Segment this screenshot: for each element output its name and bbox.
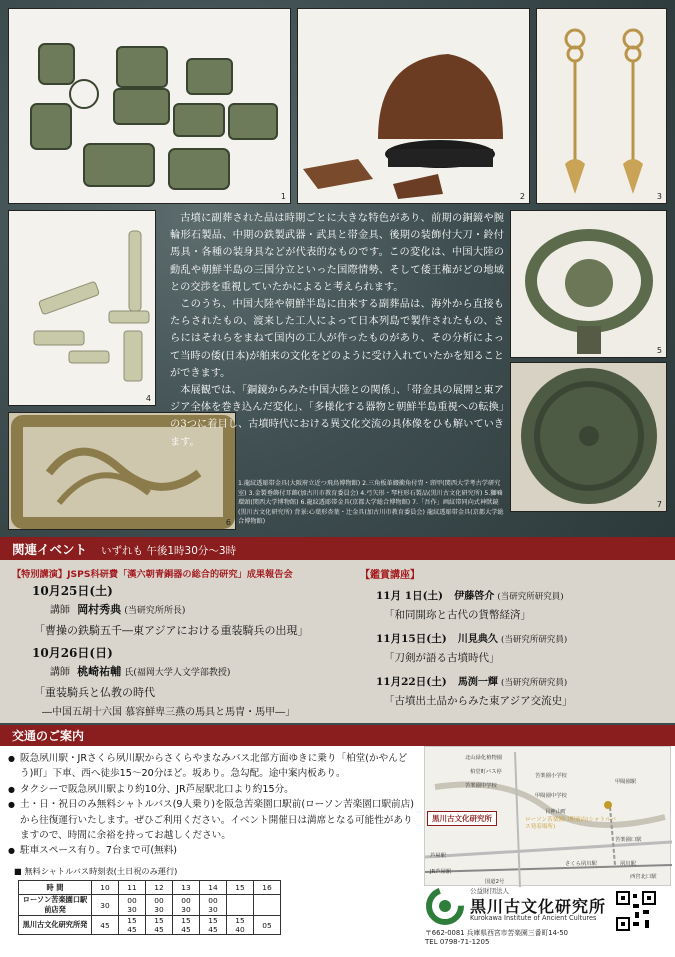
lecture-title: 「刀剣が語る古墳時代」 [384,652,500,664]
photo-5-ring-pommel [510,210,667,358]
special-heading [12,566,357,580]
event-subtitle: ―中国五胡十六国 慕容鮮卑三燕の馬具と馬冑・馬甲―」 [42,707,296,718]
timetable-row [19,895,281,916]
row-label: 黒川古文化研究所発 [19,916,92,935]
hour-cell: 15 [227,881,254,895]
photo-number: 4 [145,394,151,403]
institute-logo-icon [425,886,465,926]
map-institute-marker: 黒川古文化研究所 [427,811,497,826]
time-cell: 00 30 [200,895,227,916]
qr-code-icon [615,890,657,932]
map-label: 北山緑化植物園 [465,755,503,761]
map-label: JR芦屋駅 [430,869,452,875]
map-label: さくら夙川駅 [565,861,597,867]
events-title: 関連イベント [12,542,88,557]
photo-number: 3 [656,192,662,201]
speaker-name: 桃崎祐輔 [77,665,122,678]
photo-captions: 1.龍紋透彫帯金具(大阪府立近つ飛鳥博物館) 2.三角板革綴衝角付冑・頸甲(関西大学考古学研究室) 3.金製垂飾付耳飾(加古川市教育委員会) 4.弓矢形・琴柱形石製品(黒川古文化研究所) 5.獅噛環頭(関西大学博物館) 6.龍紋透彫帯金具(京都大学総合博物館) 7.「吾作」画紋帯同向式神獣鏡(黒川古文化研究所) 背景:心葉形杏葉・辻金具(加古川市教育委員会) 龍紋透彫帯金具(京都大学総合博物館) [238,480,504,525]
map-label: 苦楽園小学校 [535,773,567,779]
institute-logo [425,886,465,926]
timetable-title: ■ 無料シャトルバス時刻表(土日祝のみ運行) [14,866,178,876]
special-lectures [12,566,357,718]
event-title: 「曹操の鉄騎五千―東アジアにおける重装騎兵の出現」 [34,624,309,637]
appreciation-lectures [360,566,670,708]
time-cell: 45 [92,916,119,935]
lecture-date: 11月 1日(土) [376,590,444,602]
map-label: 苦楽園中学校 [465,783,497,789]
hour-cell: 13 [173,881,200,895]
stone-object-icon [9,211,156,406]
events-time: いずれも 午後1時30分～3時 [101,545,237,557]
lecture-row [360,630,670,646]
transport-header: 交通のご案内 [0,725,675,746]
event-date: 10月26日(日) [32,646,113,660]
events-header [0,537,675,560]
time-cell: 15 45 [146,916,173,935]
map-label: 芦屋駅 [430,853,446,859]
lecture-affiliation: (当研究所研究員) [501,678,568,688]
event-title: 「重装騎兵と仏教の時代 [34,686,155,699]
intro-text [170,210,504,475]
map-label: 甲陽園駅 [615,779,637,785]
photo-1-belt-fittings [8,8,291,204]
lecture-speaker: 馬渕一輝 [457,677,498,688]
speaker-label: 講師 [50,667,70,678]
transport-item: ● 阪急夙川駅・JRさくら夙川駅からさくらやまなみバス北部方面ゆきに乗り「柏堂(かやんどう)町」下車、西へ徒歩15～20分ほど。坂あり。急勾配。途中案内板あり。 [8,751,416,782]
time-cell: 00 30 [146,895,173,916]
gold-earring-icon [537,9,667,204]
intro-paragraph-2: このうち、中国大陸や朝鮮半島に由来する副葬品は、海外から直接もたらされたもの、渡来した工人によって日本列島で製作されたもの、さらにはそれらをまねて国内の工人が作ったものがあり、その分析によって当時の倭(日本)が舶来の文化をどのように受け入れていたかを知ることができます。 [170,299,504,379]
event-speaker [12,601,357,617]
transport-item: ● 駐車スペース有り。7台まで可(無料) [8,843,416,858]
lecture-title: 「古墳出土品からみた東アジア交流史」 [384,695,573,707]
transport-item: ● タクシーで阪急夙川駅より約10分、JR芦屋駅北口より約15分。 [8,782,416,797]
timetable-row [19,916,281,935]
photo-number: 7 [656,500,662,509]
map-label: 国道2号 [485,879,505,885]
bronze-mirror-icon [511,363,667,512]
speaker-affiliation: (当研究所所長) [124,606,186,616]
lecture-date: 11月22日(土) [376,676,447,688]
lecture-row [360,673,670,689]
speaker-name: 岡村秀典 [77,603,122,616]
time-cell: 30 [92,895,119,916]
event-date: 10月25日(土) [32,584,113,598]
access-map [424,746,671,886]
hour-cell: 10 [92,881,119,895]
time-cell: 15 40 [227,916,254,935]
hour-cell: 14 [200,881,227,895]
time-cell: 15 45 [173,916,200,935]
lecture-affiliation: (当研究所研究員) [501,635,568,645]
qr-code[interactable] [615,890,657,932]
speaker-affiliation: 氏(福岡大学人文学部教授) [124,668,231,678]
photo-number: 5 [656,346,662,355]
photo-7-bronze-mirror [510,362,667,512]
timetable-header-label: 時 間 [19,881,92,895]
photo-number: 6 [225,518,231,527]
time-cell [254,895,281,916]
photo-number: 1 [280,192,286,201]
map-label: 苦楽園口駅 [615,837,642,843]
hour-cell: 12 [146,881,173,895]
lecture-date: 11月15日(土) [376,633,447,645]
institute-name-en: Kurokawa Institute of Ancient Cultures [470,914,597,922]
map-label: 柏堂町バス停 [470,769,502,775]
hour-cell: 11 [119,881,146,895]
time-cell: 15 45 [200,916,227,935]
map-label: 甲陽園中学校 [535,793,567,799]
helmet-icon [298,9,530,204]
photo-4-stone-objects [8,210,156,406]
transport-item: ● 土・日・祝日のみ無料シャトルバス(9人乗り)を阪急苦楽園口駅前(ローソン苦楽園口駅前店)から往復運行いたします。ぜひご利用ください。イベント開催日は満席となる可能性がありますので、時間に余裕を持ってお越しください。 [8,797,416,843]
belt-fittings-icon [9,9,291,204]
map-label: 西宮北口駅 [630,874,657,880]
special-heading-rest: JSPS科研費「漢六朝青銅器の総合的研究」成果報告会 [67,569,293,580]
time-cell: 00 30 [173,895,200,916]
event-speaker [12,663,357,679]
map-label: 夙川駅 [620,861,636,867]
time-cell: 00 30 [119,895,146,916]
lecture-row [360,587,670,603]
institute-name: 黒川古文化研究所 [470,897,607,916]
lecture-affiliation: (当研究所研究員) [497,592,564,602]
timetable-header-row [19,881,281,895]
speaker-label: 講師 [50,605,70,616]
special-heading-bracket: 【特別講演】 [12,569,68,580]
ring-pommel-icon [511,211,667,358]
institute-address: 〒662-0081 兵庫県西宮市苦楽園三番町14-50 [425,929,568,937]
time-cell [227,895,254,916]
institute-tel: TEL 0798-71-1205 [425,938,490,946]
intro-paragraph-3: 本展観では、「銅鏡からみた中国大陸との関係」、「帯金具の展開と東アジア全体を巻き込んだ変化」、「多様化する器物と朝鮮半島重視への転換」の3つに着目し、古墳時代における異文化交流の具体像をひも解いていきます。 [170,385,504,448]
lecture-speaker: 伊藤啓介 [454,591,495,602]
photo-number: 2 [519,192,525,201]
hour-cell: 16 [254,881,281,895]
appreciation-heading: 【鑑賞講座】 [360,570,420,581]
map-shuttle-label: ローソン苦楽園口駅前店(シャトルバス発着場所) [525,817,616,830]
time-cell: 15 45 [119,916,146,935]
transport-list [8,751,416,859]
institute-foundation: 公益財団法人 [470,887,509,895]
shuttle-timetable [18,880,281,935]
map-label: 目神山町 [545,809,567,815]
time-cell: 05 [254,916,281,935]
lecture-title: 「和同開珎と古代の貨幣経済」 [384,609,531,621]
photo-3-gold-earrings [536,8,667,204]
lecture-speaker: 川見典久 [457,634,498,645]
row-label: ローソン苦楽園口駅前店発 [19,895,92,916]
photo-2-helmet-armor [297,8,530,204]
intro-paragraph-1: 古墳に副葬された品は時期ごとに大きな特色があり、前期の銅鏡や腕輪形石製品、中期の鉄製武器・武具と帯金具、後期の装飾付大刀・鈴付馬具・各種の装身具などが代表的なものです。この変化は、中国大陸の動乱や朝鮮半島の三国分立といった国際情勢、そして倭王権がどの地域との交渉を重視していたかによると考えられます。 [170,213,504,293]
